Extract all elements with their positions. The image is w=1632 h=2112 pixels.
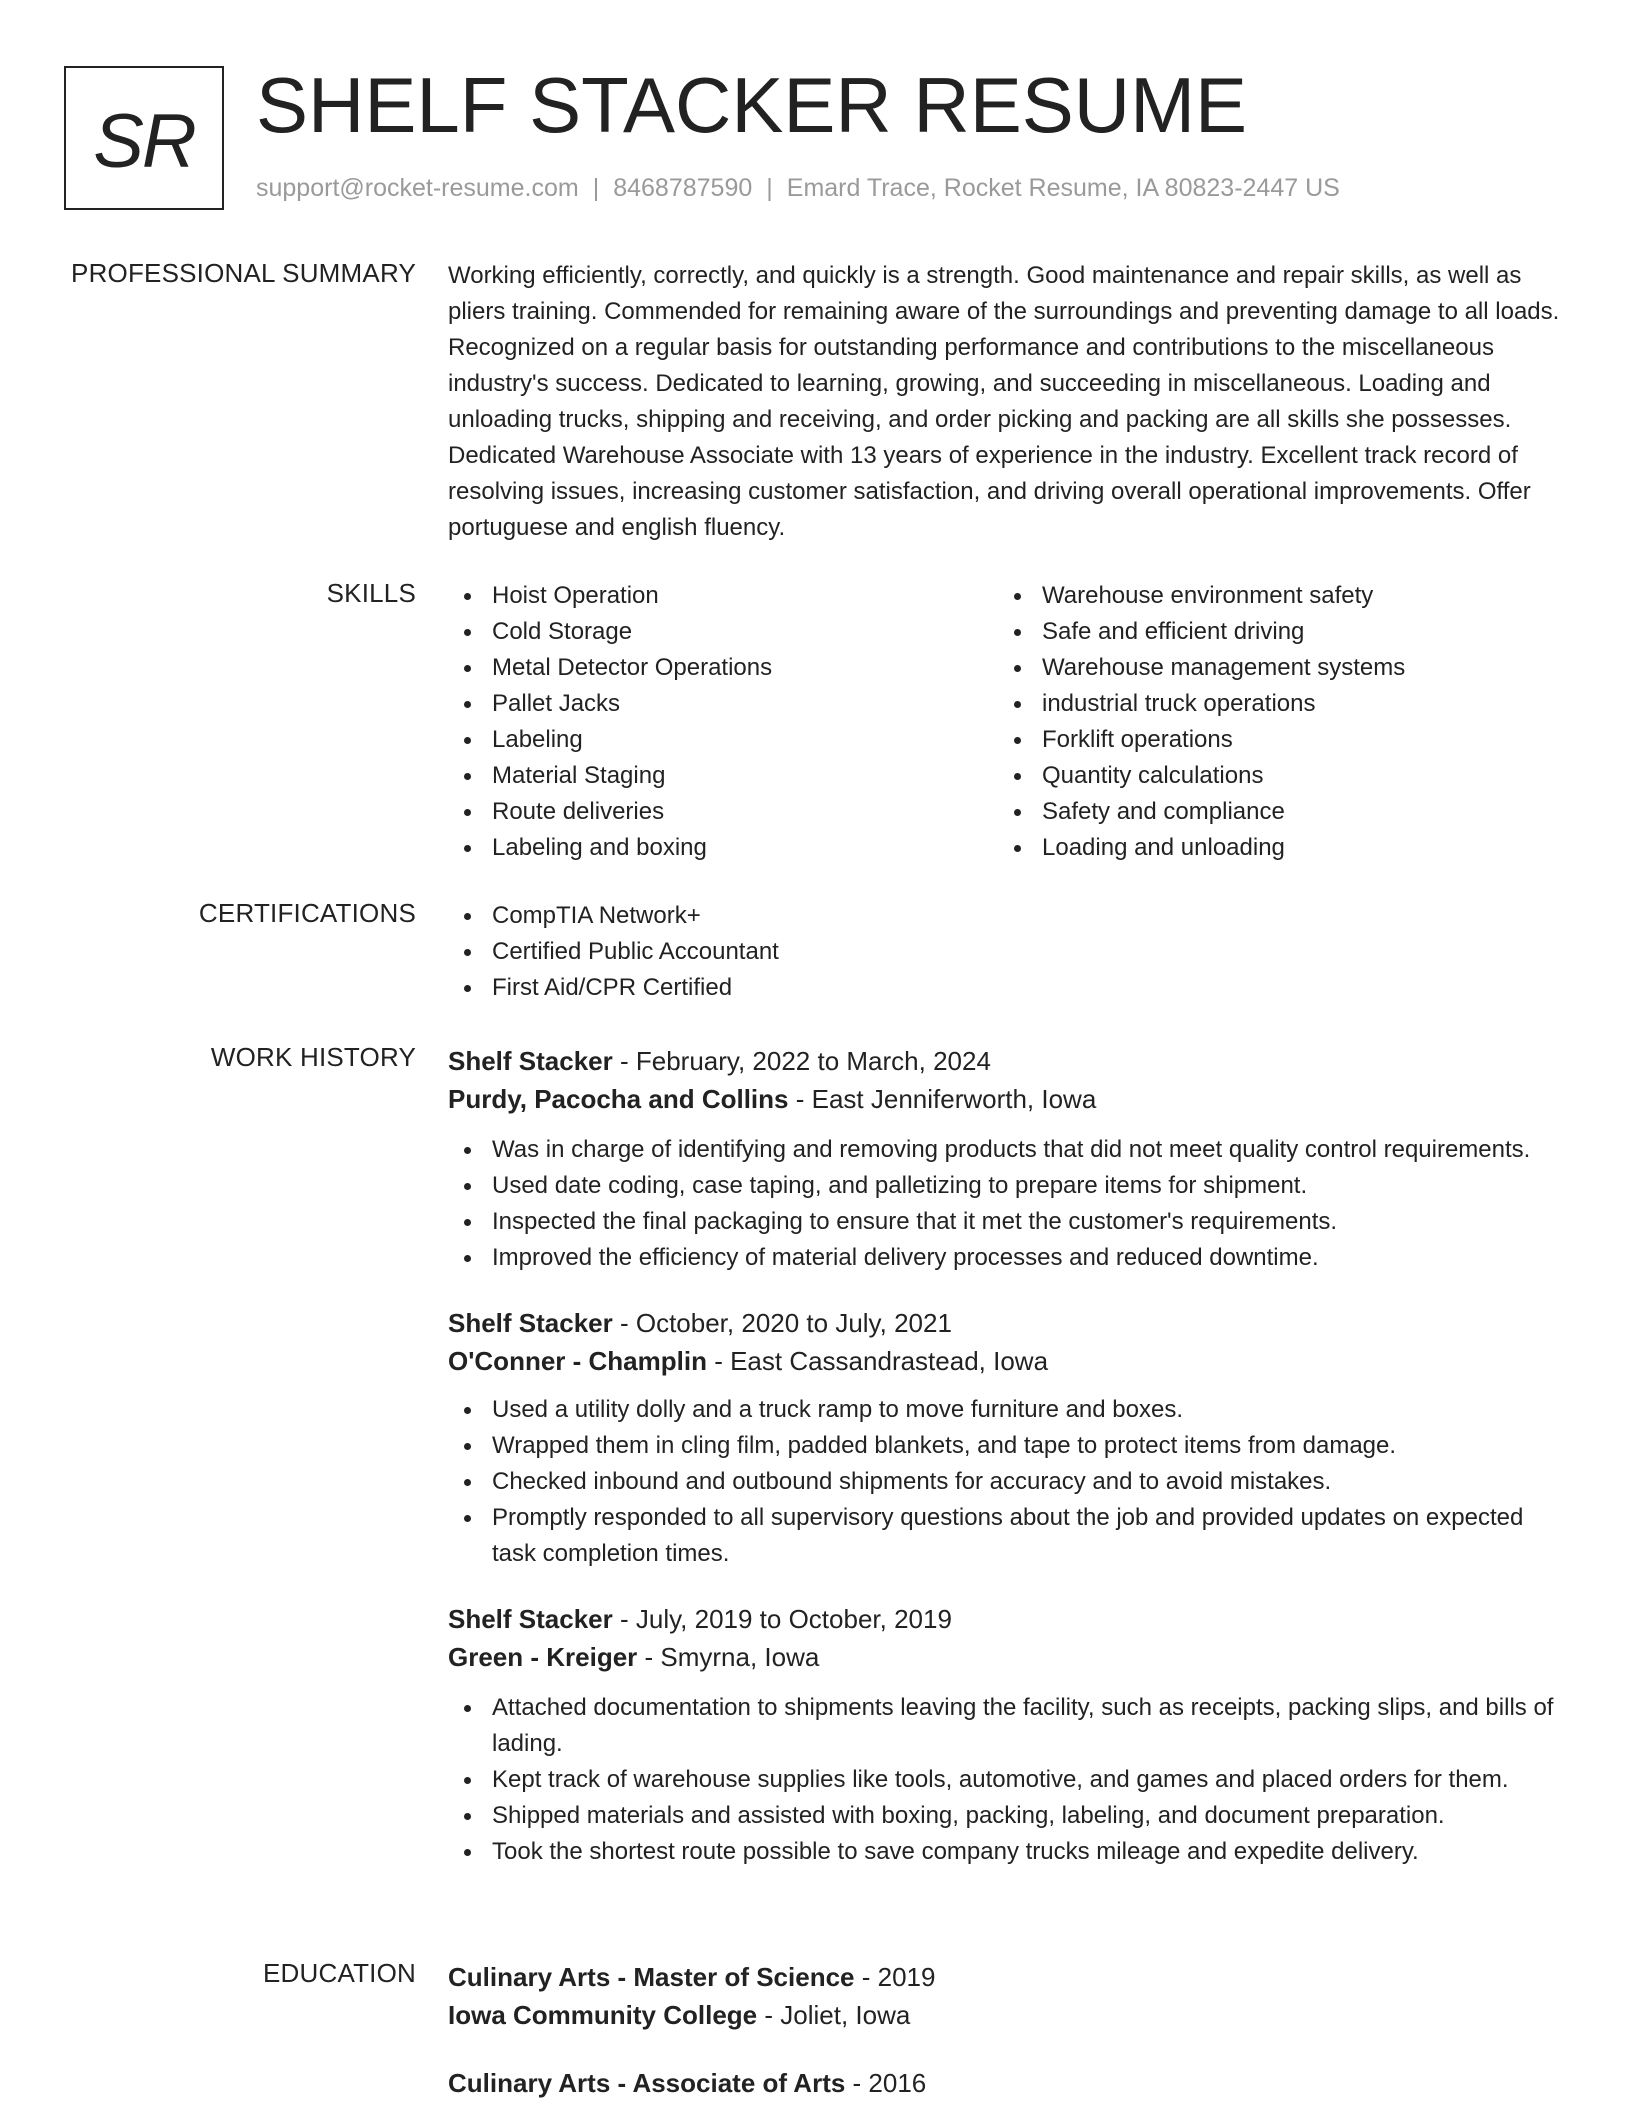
job-entry bbox=[448, 1304, 1568, 1572]
job-location: - Smyrna, Iowa bbox=[637, 1642, 820, 1672]
skill-item: Warehouse environment safety bbox=[998, 578, 1548, 614]
job-bullet: Wrapped them in cling film, padded blankets, and tape to protect items from damage. bbox=[448, 1428, 1568, 1464]
contact-separator: | bbox=[766, 174, 773, 202]
section-label-skills: SKILLS bbox=[326, 578, 416, 608]
contact-email: support@rocket-resume.com bbox=[256, 174, 579, 202]
section-label-education: EDUCATION bbox=[263, 1958, 416, 1988]
skill-item: Safety and compliance bbox=[998, 794, 1548, 830]
education-location: - Joliet, Iowa bbox=[757, 2000, 911, 2030]
skill-item: Material Staging bbox=[448, 758, 998, 794]
job-bullet: Kept track of warehouse supplies like tools, automotive, and games and placed orders for them. bbox=[448, 1762, 1568, 1798]
education-entry bbox=[448, 1958, 1568, 2034]
job-dates: - October, 2020 to July, 2021 bbox=[612, 1308, 952, 1338]
certifications-content bbox=[448, 898, 1568, 1006]
certification-item: Certified Public Accountant bbox=[448, 934, 1568, 970]
job-entry bbox=[448, 1042, 1568, 1276]
skill-item: Warehouse management systems bbox=[998, 650, 1548, 686]
skill-item: Labeling and boxing bbox=[448, 830, 998, 866]
job-title: Shelf Stacker bbox=[448, 1046, 613, 1076]
job-bullet: Attached documentation to shipments leaving the facility, such as receipts, packing slips, and bills of lading. bbox=[448, 1690, 1568, 1762]
education-degree: Culinary Arts - Master of Science bbox=[448, 1962, 855, 1992]
education-year: - 2016 bbox=[845, 2068, 927, 2098]
job-company: O'Conner - Champlin bbox=[448, 1346, 707, 1376]
education-degree: Culinary Arts - Associate of Arts bbox=[448, 2068, 846, 2098]
summary-text: Working efficiently, correctly, and quickly is a strength. Good maintenance and repair skills, as well as pliers training. Commended for remaining aware of the surroundings and preventing damage to all loads. Recognized on a regular basis for outstanding performance and contributions to the miscellaneous industry's success. Dedicated to learning, growing, and succeeding in miscellaneous. Loading and unloading trucks, shipping and receiving, and order picking and packing are all skills she possesses. Dedicated Warehouse Associate with 13 years of experience in the industry. Excellent track record of resolving issues, increasing customer satisfaction, and driving overall operational improvements. Offer portuguese and english fluency. bbox=[448, 262, 1560, 541]
contact-address: Emard Trace, Rocket Resume, IA 80823-2447 US bbox=[786, 174, 1340, 202]
job-dates: - July, 2019 to October, 2019 bbox=[612, 1604, 952, 1634]
certification-item: First Aid/CPR Certified bbox=[448, 970, 1568, 1006]
job-bullet: Used date coding, case taping, and palletizing to prepare items for shipment. bbox=[448, 1168, 1568, 1204]
skill-item: Cold Storage bbox=[448, 614, 998, 650]
resume-header bbox=[64, 61, 1584, 210]
skill-item: industrial truck operations bbox=[998, 686, 1548, 722]
job-company: Green - Kreiger bbox=[448, 1642, 638, 1672]
section-label-work-history: WORK HISTORY bbox=[210, 1042, 416, 1072]
monogram-box bbox=[64, 66, 224, 210]
education-entry bbox=[448, 2064, 1568, 2102]
job-title-line bbox=[448, 1042, 1568, 1080]
job-bullet: Shipped materials and assisted with boxing, packing, labeling, and document preparation. bbox=[448, 1798, 1568, 1834]
skill-item: Route deliveries bbox=[448, 794, 998, 830]
job-dates: - February, 2022 to March, 2024 bbox=[612, 1046, 991, 1076]
job-title: Shelf Stacker bbox=[448, 1604, 613, 1634]
education-school: Iowa Community College bbox=[448, 2000, 758, 2030]
job-title-line bbox=[448, 1600, 1568, 1638]
certifications-list bbox=[448, 898, 1568, 1006]
education-year: - 2019 bbox=[854, 1962, 936, 1992]
skill-item: Loading and unloading bbox=[998, 830, 1548, 866]
job-location: - East Cassandrastead, Iowa bbox=[706, 1346, 1049, 1376]
certification-item: CompTIA Network+ bbox=[448, 898, 1568, 934]
education-school-line bbox=[448, 1996, 1568, 2034]
skill-item: Metal Detector Operations bbox=[448, 650, 998, 686]
skill-item: Safe and efficient driving bbox=[998, 614, 1548, 650]
education-degree-line bbox=[448, 2064, 1568, 2102]
skill-item: Labeling bbox=[448, 722, 998, 758]
section-label-certifications: CERTIFICATIONS bbox=[198, 898, 416, 928]
job-bullet: Was in charge of identifying and removing products that did not meet quality control requirements. bbox=[448, 1132, 1568, 1168]
job-company: Purdy, Pacocha and Collins bbox=[448, 1084, 789, 1114]
job-bullet: Inspected the final packaging to ensure that it met the customer's requirements. bbox=[448, 1204, 1568, 1240]
education-degree-line bbox=[448, 1958, 1568, 1996]
job-bullet: Took the shortest route possible to save company trucks mileage and expedite delivery. bbox=[448, 1834, 1568, 1870]
job-company-line bbox=[448, 1638, 1568, 1676]
section-label-summary: PROFESSIONAL SUMMARY bbox=[71, 258, 416, 288]
job-bullets bbox=[448, 1132, 1568, 1276]
skills-list-right bbox=[998, 578, 1548, 866]
contact-line bbox=[256, 174, 1340, 203]
skill-item: Hoist Operation bbox=[448, 578, 998, 614]
skill-item: Forklift operations bbox=[998, 722, 1548, 758]
job-bullets bbox=[448, 1690, 1568, 1870]
work-history-content bbox=[448, 1042, 1568, 1870]
job-title-line bbox=[448, 1304, 1568, 1342]
skill-item: Pallet Jacks bbox=[448, 686, 998, 722]
job-location: - East Jenniferworth, Iowa bbox=[788, 1084, 1097, 1114]
job-bullet: Checked inbound and outbound shipments for accuracy and to avoid mistakes. bbox=[448, 1464, 1568, 1500]
job-bullets bbox=[448, 1392, 1568, 1572]
page-title: SHELF STACKER RESUME bbox=[256, 61, 1248, 149]
education-content bbox=[448, 1958, 1568, 2102]
job-entry bbox=[448, 1600, 1568, 1870]
job-bullet: Improved the efficiency of material delivery processes and reduced downtime. bbox=[448, 1240, 1568, 1276]
contact-separator: | bbox=[592, 174, 600, 202]
skills-list-left bbox=[448, 578, 998, 866]
job-bullet: Used a utility dolly and a truck ramp to move furniture and boxes. bbox=[448, 1392, 1568, 1428]
monogram-initials: SR bbox=[93, 99, 195, 184]
job-bullet: Promptly responded to all supervisory questions about the job and provided updates on expected task completion times. bbox=[448, 1500, 1568, 1572]
skill-item: Quantity calculations bbox=[998, 758, 1548, 794]
contact-phone: 8468787590 bbox=[613, 174, 753, 202]
job-company-line bbox=[448, 1080, 1568, 1118]
job-title: Shelf Stacker bbox=[448, 1308, 613, 1338]
job-company-line bbox=[448, 1342, 1568, 1380]
skills-columns bbox=[448, 578, 1568, 866]
